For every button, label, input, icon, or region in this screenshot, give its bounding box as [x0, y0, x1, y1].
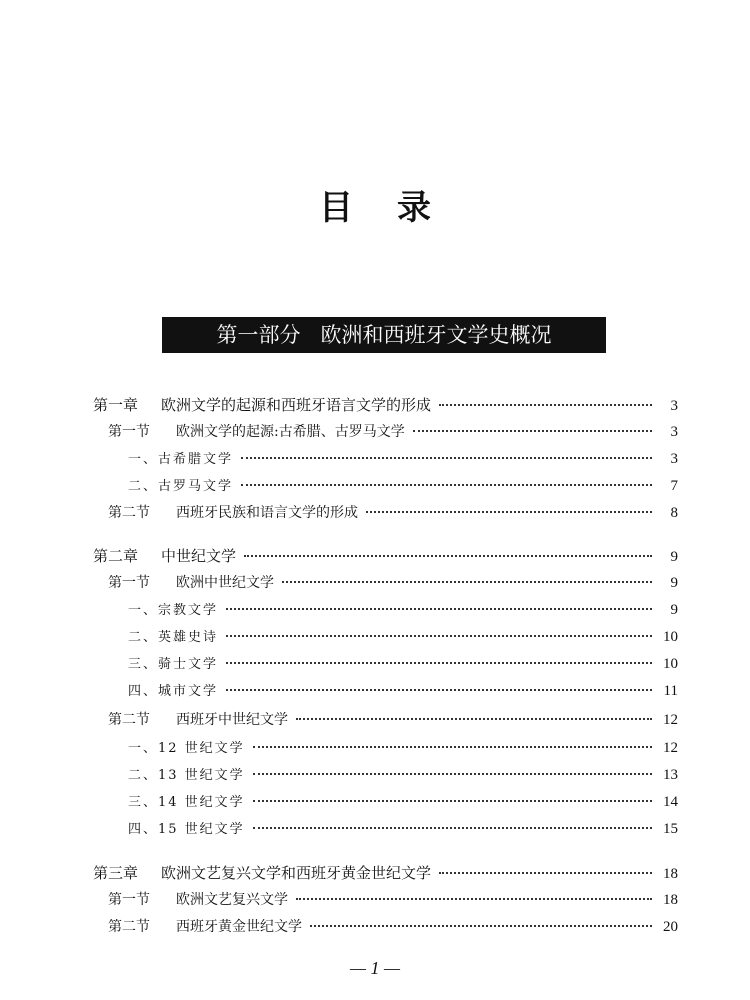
toc-entry-title: 西班牙黄金世纪文学 — [176, 919, 302, 935]
toc-entry-number: 第一节 — [108, 575, 150, 591]
footer-page-number: — 1 — — [349, 958, 400, 978]
toc-entry-title: 二、古罗马文学 — [128, 479, 234, 494]
toc-entry-title: 三、骑士文学 — [128, 657, 219, 672]
toc-entry-title: 一、12 世纪文学 — [128, 741, 245, 756]
toc-entry-number: 第二节 — [108, 919, 150, 935]
toc-entry-number: 第一章 — [93, 396, 139, 414]
toc-entry-title: 二、英雄史诗 — [128, 630, 219, 645]
toc-entry-item — [128, 680, 678, 702]
toc-entry-page: 9 — [670, 602, 678, 618]
toc-entry-section — [108, 502, 678, 524]
toc-entry-title: 四、15 世纪文学 — [128, 822, 245, 837]
toc-entry-page: 8 — [670, 505, 678, 521]
toc-entry-chapter — [93, 394, 678, 416]
toc-entry-section — [108, 889, 678, 911]
toc-entry-page: 13 — [663, 767, 678, 783]
toc-dot-leader — [413, 430, 652, 432]
toc-dot-leader — [241, 484, 652, 486]
toc-entry-chapter — [93, 862, 678, 884]
toc-dot-leader — [253, 827, 652, 829]
toc-dot-leader — [244, 555, 652, 557]
toc-dot-leader — [366, 511, 652, 513]
toc-entry-page: 10 — [663, 656, 678, 672]
toc-dot-leader — [439, 872, 652, 874]
toc-dot-leader — [253, 773, 652, 775]
toc-dot-leader — [310, 925, 652, 927]
toc-dot-leader — [253, 800, 652, 802]
toc-entry-title: 中世纪文学 — [161, 547, 237, 565]
toc-entry-section — [108, 916, 678, 938]
toc-entry-item — [128, 818, 678, 840]
toc-entry-page: 3 — [670, 398, 678, 414]
toc-dot-leader — [226, 635, 652, 637]
toc-entry-page: 9 — [670, 575, 678, 591]
toc-entry-item — [128, 448, 678, 470]
toc-entry-section — [108, 421, 678, 443]
toc-entry-page: 9 — [670, 549, 678, 565]
toc-entry-section — [108, 709, 678, 731]
toc-entry-chapter — [93, 545, 678, 567]
toc-entry-title: 四、城市文学 — [128, 684, 219, 699]
toc-entry-page: 15 — [663, 821, 678, 837]
toc-entry-title: 欧洲文艺复兴文学 — [176, 892, 288, 908]
toc-entry-item — [128, 626, 678, 648]
toc-entry-number: 第三章 — [93, 864, 139, 882]
toc-dot-leader — [282, 581, 652, 583]
toc-entry-page: 12 — [663, 712, 678, 728]
toc-dot-leader — [296, 718, 652, 720]
toc-entry-page: 11 — [663, 683, 678, 699]
page-title: 目录 — [319, 188, 475, 228]
toc-entry-title: 西班牙民族和语言文学的形成 — [176, 505, 358, 521]
toc-dot-leader — [439, 404, 652, 406]
toc-entry-title: 一、宗教文学 — [128, 603, 219, 618]
toc-dot-leader — [226, 662, 652, 664]
toc-entry-title: 欧洲中世纪文学 — [176, 575, 274, 591]
toc-entry-title: 欧洲文学的起源和西班牙语言文学的形成 — [161, 396, 432, 414]
toc-entry-page: 7 — [670, 478, 678, 494]
part-banner: 第一部分 欧洲和西班牙文学史概况 — [162, 317, 606, 353]
toc-entry-title: 二、13 世纪文学 — [128, 768, 245, 783]
toc-entry-number: 第二节 — [108, 712, 150, 728]
toc-dot-leader — [253, 746, 652, 748]
toc-entry-item — [128, 599, 678, 621]
toc-entry-item — [128, 475, 678, 497]
toc-entry-item — [128, 737, 678, 759]
toc-entry-item — [128, 653, 678, 675]
toc-entry-page: 12 — [663, 740, 678, 756]
toc-entry-number: 第二节 — [108, 505, 150, 521]
toc-entry-section — [108, 572, 678, 594]
toc-entry-page: 20 — [663, 919, 678, 935]
toc-entry-title: 三、14 世纪文学 — [128, 795, 245, 810]
toc-dot-leader — [241, 457, 652, 459]
toc-entry-item — [128, 791, 678, 813]
toc-entry-title: 欧洲文艺复兴文学和西班牙黄金世纪文学 — [161, 864, 432, 882]
toc-entry-page: 3 — [670, 424, 678, 440]
toc-dot-leader — [296, 898, 652, 900]
toc-entry-number: 第二章 — [93, 547, 139, 565]
toc-entry-page: 18 — [663, 866, 678, 882]
toc-dot-leader — [226, 689, 652, 691]
toc-dot-leader — [226, 608, 652, 610]
toc-entry-title: 西班牙中世纪文学 — [176, 712, 288, 728]
toc-entry-item — [128, 764, 678, 786]
toc-entry-title: 一、古希腊文学 — [128, 452, 234, 467]
toc-entry-page: 18 — [663, 892, 678, 908]
toc-entry-page: 3 — [670, 451, 678, 467]
toc-entry-title: 欧洲文学的起源:古希腊、古罗马文学 — [176, 424, 405, 440]
toc-entry-page: 14 — [663, 794, 678, 810]
toc-entry-number: 第一节 — [108, 424, 150, 440]
toc-entry-number: 第一节 — [108, 892, 150, 908]
toc-entry-page: 10 — [663, 629, 678, 645]
